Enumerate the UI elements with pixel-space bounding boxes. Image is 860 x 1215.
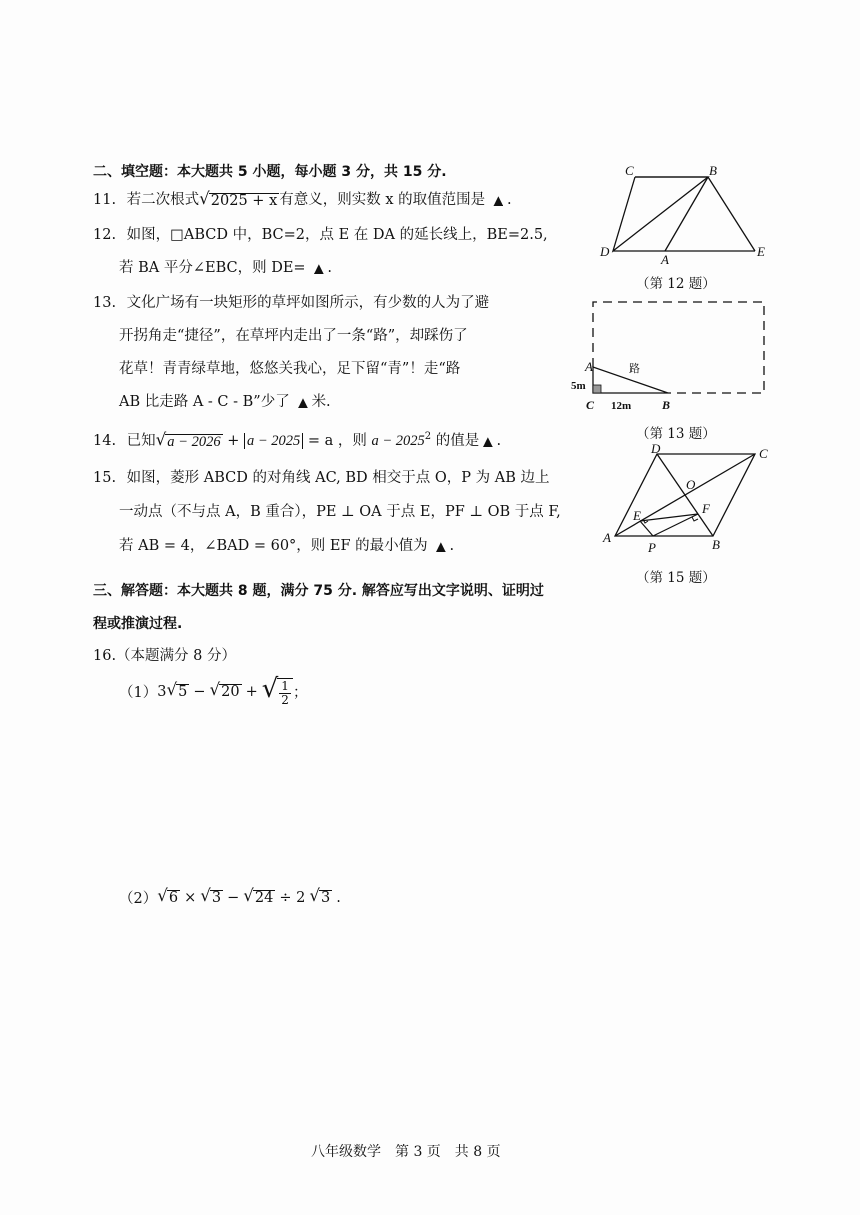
sqrt-fraction: √ $\frac{1}{2}$ (262, 676, 293, 707)
sqrt-expression: √ 3 (309, 886, 331, 907)
label-d: D (600, 244, 610, 259)
section-2-heading: 二、填空题：本大题共 5 小题，每小题 3 分，共 15 分. (93, 164, 447, 180)
question-16-title: 16.（本题满分 8 分） (93, 648, 237, 664)
section-3-heading-line-1: 三、解答题：本大题共 8 题，满分 75 分. 解答应写出文字说明、证明过 (93, 583, 544, 599)
question-13-line-3: 花草！青青绿草地，悠悠关我心，足下留“青”！走“路 (119, 361, 461, 377)
section-3-heading-line-2: 程或推演过程. (93, 616, 183, 632)
label-c: C (759, 446, 768, 461)
label-c: C (625, 163, 634, 178)
question-16-part-1: （1） 3 √ 5 − √ 20 + √ $\frac{1}{2}$ ； (119, 674, 308, 708)
question-number: 14. (93, 432, 117, 449)
label-e: E (757, 244, 765, 259)
answer-blank: ▲ (483, 433, 493, 448)
absolute-value: a − 2025 (244, 433, 303, 449)
sqrt-expression: √ 20 (209, 680, 240, 701)
sqrt-expression: √ 3 (200, 886, 222, 907)
label-b: B (662, 398, 671, 412)
question-text: 如图，菱形 ABCD 的对角线 AC, BD 相交于点 O，P 为 AB 边上 (126, 470, 550, 486)
label-5m: 5m (571, 380, 586, 392)
diagonal-bd (657, 454, 713, 536)
question-text: 有意义，则实数 x 的取值范围是 (279, 192, 486, 208)
label-p: P (648, 540, 656, 555)
figure-13-lawn (566, 290, 776, 418)
label-o: O (686, 477, 696, 492)
figure-15-caption: （第 15 题） (636, 570, 716, 586)
label-f: F (702, 501, 710, 516)
question-text: 若 AB = 4，∠BAD = 60°，则 EF 的最小值为 (119, 538, 428, 554)
right-angle-mark (593, 385, 601, 393)
line-be (708, 177, 755, 251)
answer-blank: ▲ (493, 193, 503, 207)
segment-pe (640, 521, 653, 536)
question-number: 11. (93, 192, 117, 208)
question-12-line-2: 若 BA 平分∠EBC，则 DE= ▲ . (119, 260, 333, 276)
figure-13-caption: （第 13 题） (636, 426, 716, 442)
line-ba (665, 177, 708, 251)
label-12m: 12m (611, 400, 632, 412)
question-15-line-3: 若 AB = 4，∠BAD = 60°，则 EF 的最小值为 ▲ . (119, 538, 455, 554)
question-13-line-2: 开拐角走“捷径”，在草坪内走出了一条“路”，却踩伤了 (119, 328, 468, 344)
page-footer: 八年级数学 第 3 页 共 8 页 (311, 1144, 501, 1160)
question-text: 若二次根式 (126, 192, 200, 208)
question-number: 13. (93, 295, 117, 311)
sqrt-expression: √ 5 (166, 680, 188, 701)
question-text: 如图，□ABCD 中，BC=2，点 E 在 DA 的延长线上，BE=2.5, (126, 227, 548, 243)
question-14: 14. 已知 √ a − 2026 + a − 2025 = a ，则 $a - 2025^2$ 的值是 ▲ . (93, 429, 502, 450)
sqrt-expression: √ 2025 + x (199, 189, 278, 209)
question-15-line-2: 一动点（不与点 A，B 重合），PE ⊥ OA 于点 E，PF ⊥ OB 于点 F, (119, 504, 561, 520)
sqrt-expression: √ 6 (157, 886, 179, 907)
question-number: 12. (93, 227, 117, 243)
sqrt-expression: √ 24 (243, 886, 274, 907)
question-13-line-1 (93, 295, 489, 312)
question-12-line-1 (93, 227, 548, 244)
label-b: B (712, 537, 720, 552)
figure-15-rhombus (598, 442, 778, 560)
label-a: A (585, 359, 593, 374)
question-13-line-4: AB 比走路 A - C - B”少了 ▲ 米. (119, 394, 331, 410)
label-a: A (603, 530, 611, 545)
question-text: 文化广场有一块矩形的草坪如图所示，有少数的人为了避 (126, 295, 490, 311)
figure-12-parallelogram (585, 160, 775, 268)
segment-ef (640, 514, 698, 521)
answer-blank: ▲ (298, 395, 308, 409)
label-a: A (661, 252, 669, 267)
lawn-outline (593, 302, 764, 393)
question-16-part-2: （2） √ 6 × √ 3 − √ 24 ÷ 2 √ 3 . (119, 886, 341, 907)
figure-12-caption: （第 12 题） (636, 276, 716, 292)
answer-blank: ▲ (314, 261, 324, 275)
right-angle-mark (692, 517, 698, 521)
question-15-line-1 (93, 470, 549, 487)
question-text: AB 比走路 A - C - B”少了 (119, 394, 290, 410)
label-c: C (586, 398, 595, 412)
label-road: 路 (629, 363, 640, 375)
question-number: 15. (93, 470, 117, 486)
parallelogram-outline (613, 177, 708, 251)
answer-blank: ▲ (436, 539, 446, 553)
question-11: 11. 若二次根式 √ 2025 + x 有意义，则实数 x 的取值范围是 ▲ . (93, 189, 512, 209)
sqrt-expression: √ a − 2026 (155, 429, 221, 450)
label-b: B (709, 163, 717, 178)
label-e: E (633, 508, 641, 523)
question-text: 若 BA 平分∠EBC，则 DE= (119, 260, 306, 276)
label-d: D (651, 442, 661, 456)
